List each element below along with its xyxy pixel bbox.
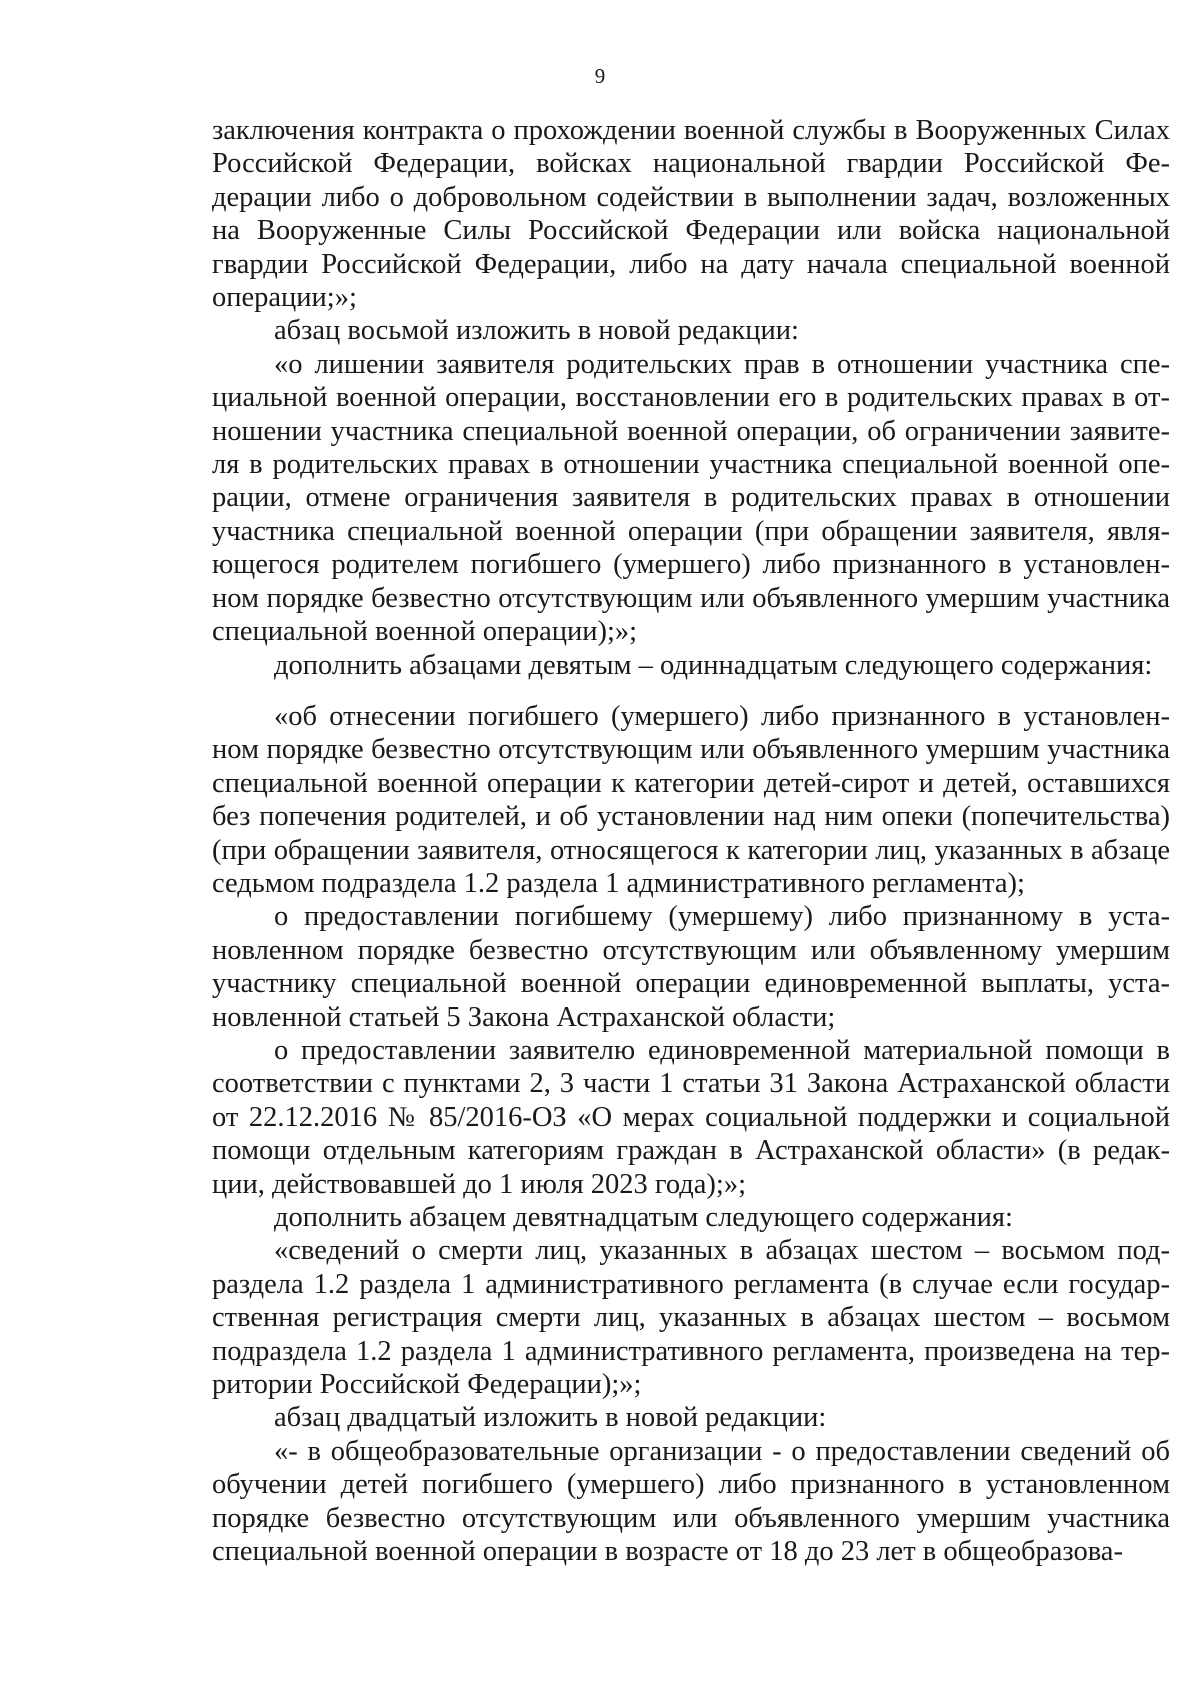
paragraph-instruction-20: абзац двадцатый изложить в новой редакции: [274,1402,827,1434]
paragraph-orphan-category: «об отнесении погибшего (умершего) либо признанного в установленном порядке безвестно отсутствующим или объявленного умершим участника специальной военной операции к категории детей-сирот и детей, оставшихся без попечения родителей, и об установлении над ним опеки (попечительства) (при обращении заявителя, относящегося к категории лиц, указанных в абзаце седьмом подраздела 1.2 раздела 1 административного регламента); [212,700,1170,899]
paragraph-one-time-payment: о предоставлении погибшему (умершему) либо признанному в установленном порядке безвестно отсутствующим или объявленному умершим участнику специальной военной операции единовременной выплаты, установленной статьей 5 Закона Астраханской области; [212,901,1170,1033]
paragraph-parental-rights: «о лишении заявителя родительских прав в отношении участника специальной военной операции, восстановлении его в родительских правах в отношении участника специальной военной операции, об ограничении заявителя в родительских правах в отношении участника специальной военной операции, отмене ограничения заявителя в родительских правах в отношении участника специальной военной операции (при обращении заявителя, являющегося родителем погибшего (умершего) либо признанного в установленном порядке безвестно отсутствующим или объявленного умершим участника специальной военной операции);»; [212,348,1170,648]
paragraph-material-aid: о предоставлении заявителю единовременной материальной помощи в соответствии с пунктами 2, 3 части 1 статьи 31 Закона Астраханской области от 22.12.2016 № 85/2016-ОЗ «О мерах социальной поддержки и социальной помощи отдельным категориям граждан в Астраханской области» (в редакции, действовавшей до 1 июля 2023 года);»; [212,1034,1170,1200]
paragraph-contract-end: заключения контракта о прохождении военной службы в Вооруженных Силах Российской Федерации, войсках национальной гвардии Российской Федерации либо о добровольном содействии в выполнении задач, возложенных на Вооруженные Силы Российской Федерации или войска национальной гвардии Российской Федерации, либо на дату начала специальной военной операции;»; [212,115,1170,314]
page-number: 9 [594,64,606,88]
body-text [212,114,1170,1568]
paragraph-schools-request: «- в общеобразовательные организации - о предоставлении сведений об обучении детей погибшего (умершего) либо признанного в установленном порядке безвестно отсутствующим или объявленного умершим участника специальной военной операции в возрасте от 18 до 23 лет в общеобразова- [212,1435,1170,1568]
paragraph-instruction-19: дополнить абзацем девятнадцатым следующего содержания: [274,1202,1013,1233]
paragraph-instruction-9-11: дополнить абзацами девятым – одиннадцатым следующего содержания: [274,649,1153,681]
paragraph-death-records: «сведений о смерти лиц, указанных в абзацах шестом – восьмом подраздела 1.2 раздела 1 административного регламента (в случае если государственная регистрация смерти лиц, указанных в абзацах шестом – восьмом подраздела 1.2 раздела 1 административного регламента, произведена на территории Российской Федерации);»; [212,1235,1170,1401]
paragraph-instruction-8: абзац восьмой изложить в новой редакции: [274,315,799,347]
